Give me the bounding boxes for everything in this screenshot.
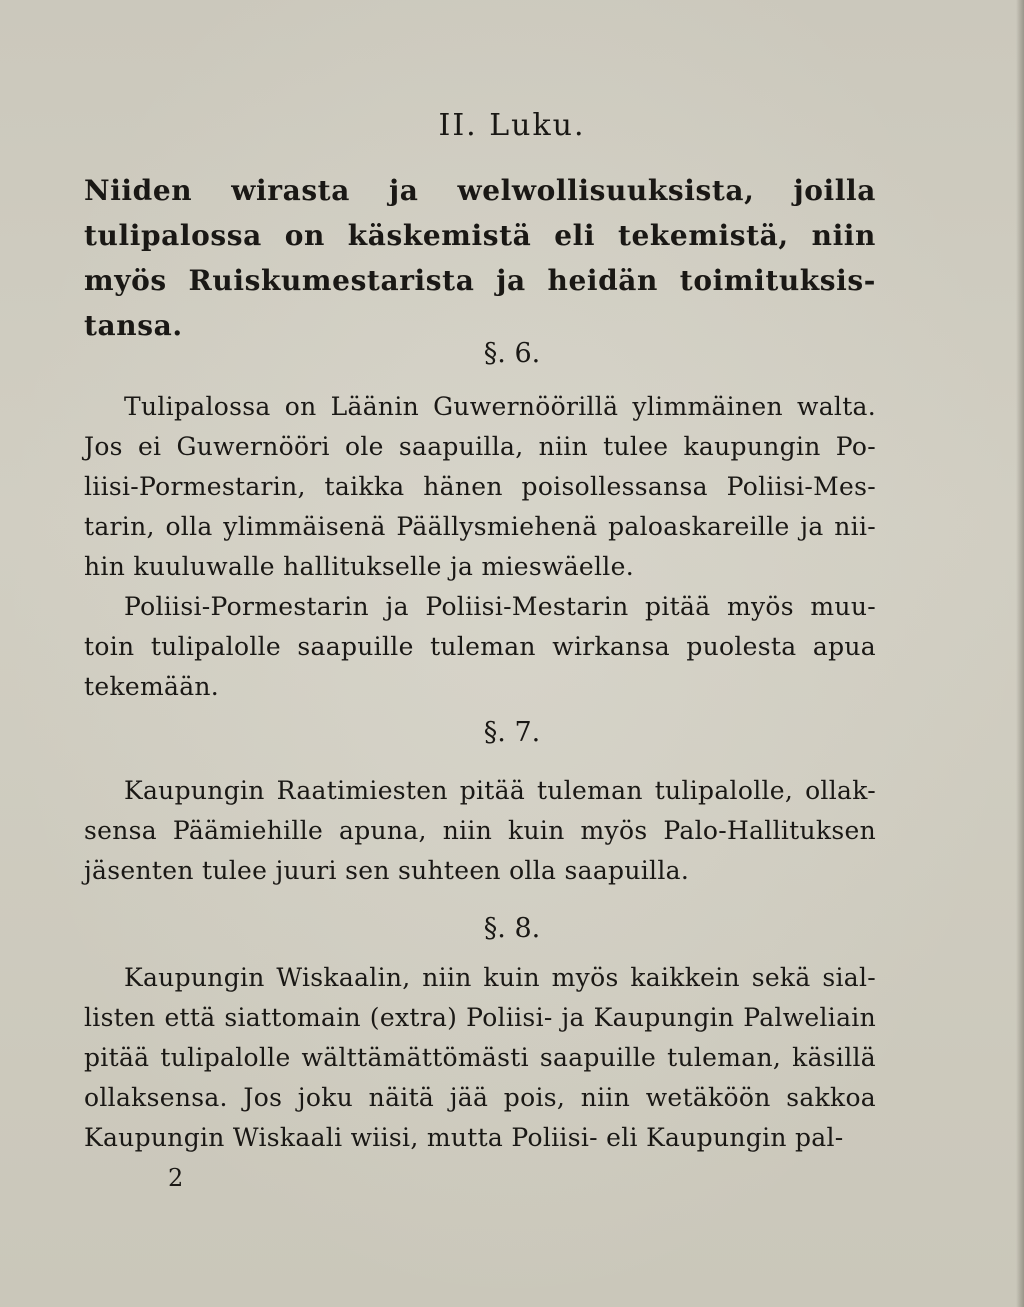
- paragraph-7-1: Kaupungin Raatimiesten pitää tuleman tulipalolle, ollak- sensa Päämiehille apuna, niin kuin myös Palo-Hallituksen jäsenten tulee juuri sen suhteen olla saapuilla.: [84, 776, 876, 885]
- section-mark-8: §. 8.: [483, 913, 541, 944]
- paragraph-8-1: Kaupungin Wiskaalin, niin kuin myös kaikkein sekä sial- listen että siattomain (extra) Poliisi- ja Kaupungin Palweliain pitää tulipalolle wälttämättömästi saapuille tuleman, käsillä ollaksensa. Jos joku näitä jää pois, niin wetäköön sakkoa Kaupungin Wiskaali wiisi, mutta Poliisi- eli Kaupungin pal-: [84, 963, 876, 1152]
- chapter-heading: Niiden wirasta ja welwollisuuksista, joilla tulipalossa on käskemistä eli tekemistä, niin myös Ruiskumestarista ja heidän toimituksis- tansa.: [84, 174, 876, 342]
- paragraph-6-1: Tulipalossa on Läänin Guwernöörillä ylimmäinen walta. Jos ei Guwernööri ole saapuilla, niin tulee kaupungin Po- liisi-Pormestarin, taikka hänen poisollessansa Poliisi-Mes- tarin, olla ylimmäisenä Päällysmiehenä paloaskareille ja nii- hin kuuluwalle hallitukselle ja mieswäelle.: [84, 392, 876, 581]
- section-mark-6: §. 6.: [483, 338, 541, 369]
- paragraph-6-2: Poliisi-Pormestarin ja Poliisi-Mestarin pitää myös muu- toin tulipalolle saapuille tuleman wirkansa puolesta apua tekemään.: [84, 592, 876, 701]
- page-number: 2: [168, 1164, 184, 1192]
- section-mark-7: §. 7.: [483, 717, 541, 748]
- chapter-title: II. Luku.: [438, 108, 586, 143]
- page-edge-shadow: [1016, 0, 1024, 1307]
